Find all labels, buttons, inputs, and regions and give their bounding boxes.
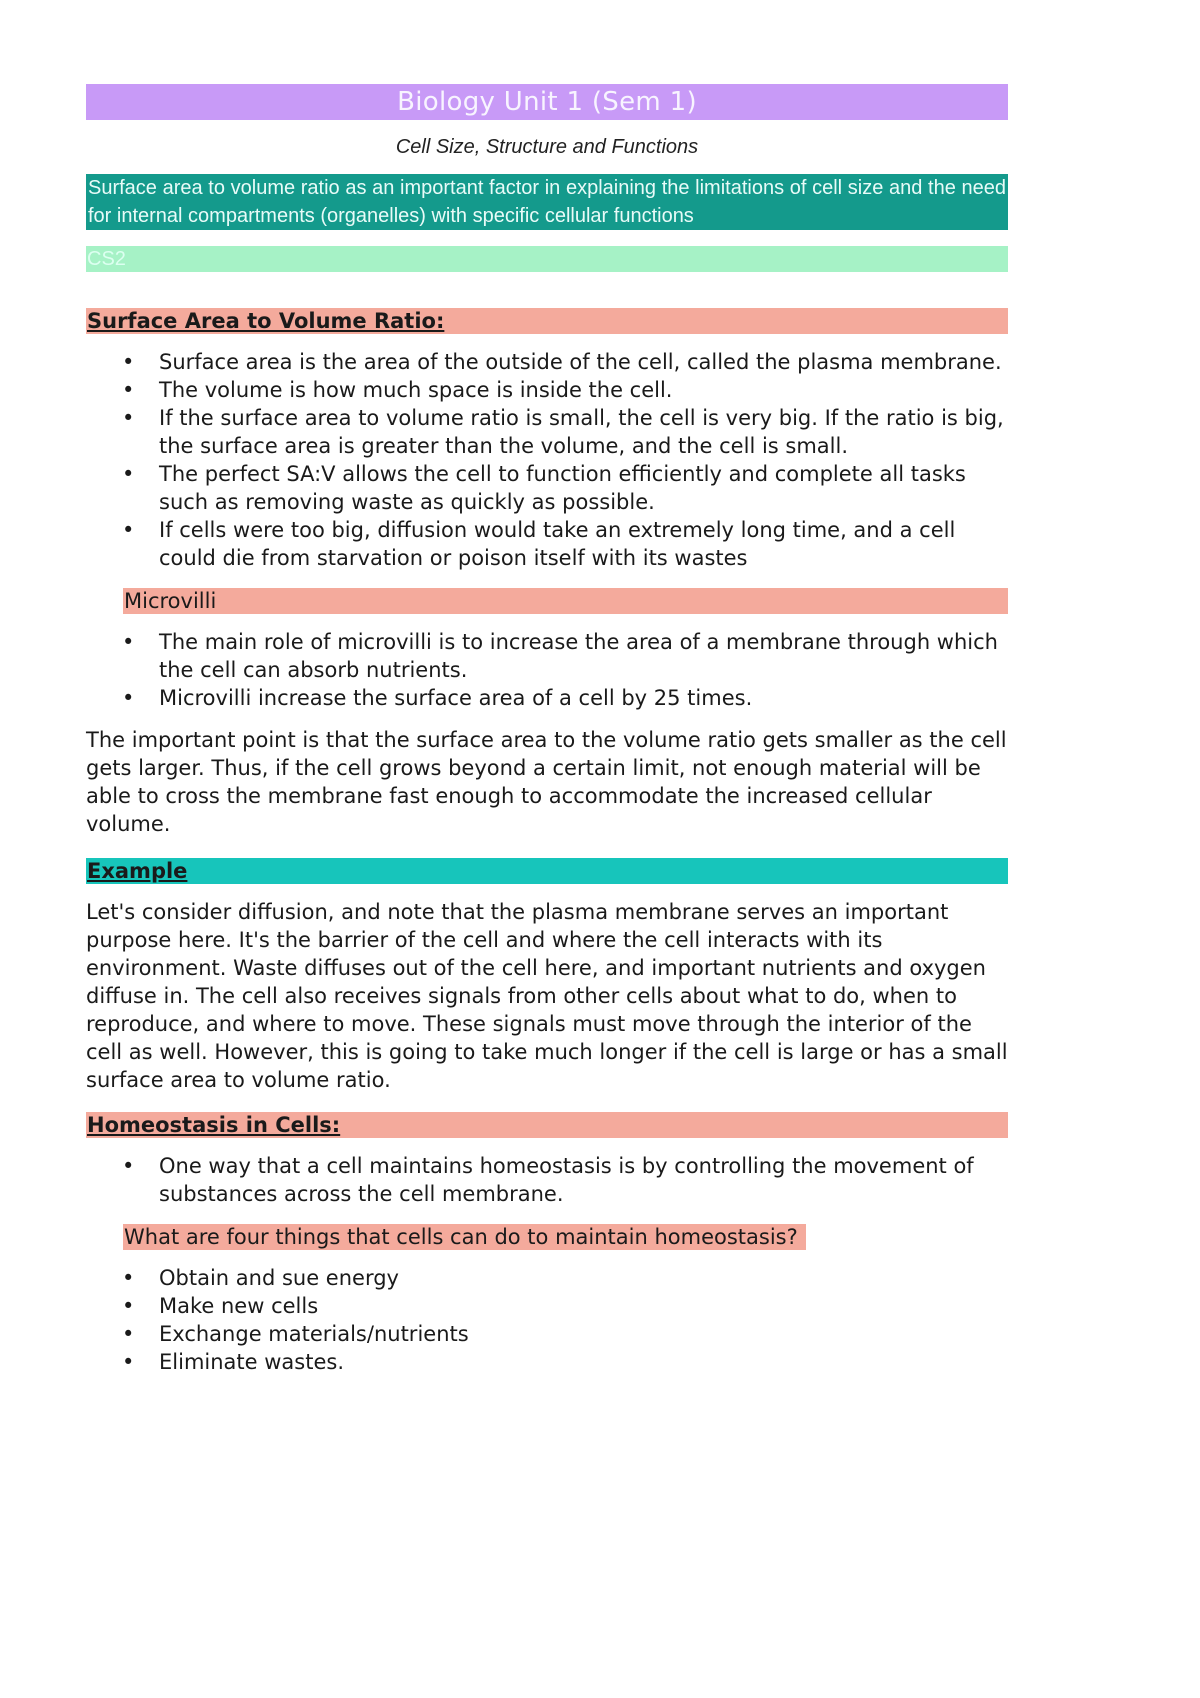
list-item: • The perfect SA:V allows the cell to function efficiently and complete all tasks such as removing waste as quickly as possible. [86,460,1008,516]
example-paragraph: Let's consider diffusion, and note that the plasma membrane serves an important purpose here. It's the barrier of the cell and where the cell interacts with its environment. Waste diffuses out of the cell here, and important nutrients and oxygen diffuse in. The cell also receives signals from other cells about what to do, when to reproduce, and where to move. These signals must move through the interior of the cell as well. However, this is going to take much longer if the cell is large or has a small surface area to volume ratio. [86,900,1008,1092]
document-content [86,84,1008,1376]
list-item: • If the surface area to volume ratio is small, the cell is very big. If the ratio is big, the surface area is greater than the volume, and the cell is small. [86,404,1008,460]
list-item: • Surface area is the area of the outside of the cell, called the plasma membrane. [86,348,1008,376]
homeostasis-bullet-list [86,1152,1008,1208]
list-item: • Exchange materials/nutrients [86,1320,1008,1348]
list-item: • Microvilli increase the surface area of a cell by 25 times. [86,684,1008,712]
list-item: • Obtain and sue energy [86,1264,1008,1292]
learning-objective: Surface area to volume ratio as an important factor in explaining the limitations of cell size and the need for internal compartments (organelles) with specific cellular functions [86,174,1008,230]
curriculum-code: CS2 [86,246,1008,272]
list-item: • The volume is how much space is inside the cell. [86,376,1008,404]
example-heading: Example [86,858,1008,884]
list-item: • Make new cells [86,1292,1008,1320]
list-item: • One way that a cell maintains homeostasis is by controlling the movement of substances across the cell membrane. [86,1152,1008,1208]
homeostasis-heading: Homeostasis in Cells: [86,1112,1008,1138]
document-subtitle: Cell Size, Structure and Functions [395,136,699,158]
microvilli-heading: Microvilli [123,588,1008,614]
list-item: • The main role of microvilli is to increase the area of a membrane through which the cell can absorb nutrients. [86,628,1008,684]
sa-v-bullet-list [86,348,1008,572]
microvilli-bullet-list [86,628,1008,712]
sa-v-heading: Surface Area to Volume Ratio: [86,308,1008,334]
sa-v-summary-paragraph: The important point is that the surface area to the volume ratio gets smaller as the cell gets larger. Thus, if the cell grows beyond a certain limit, not enough material will be able to cross the membrane fast enough to accommodate the increased cellular volume. [86,728,1007,836]
homeostasis-question: What are four things that cells can do to maintain homeostasis? [123,1224,806,1250]
list-item: • Eliminate wastes. [86,1348,1008,1376]
list-item: • If cells were too big, diffusion would take an extremely long time, and a cell could die from starvation or poison itself with its wastes [86,516,1008,572]
homeostasis-answer-list [86,1264,1008,1376]
document-title: Biology Unit 1 (Sem 1) [86,84,1008,120]
